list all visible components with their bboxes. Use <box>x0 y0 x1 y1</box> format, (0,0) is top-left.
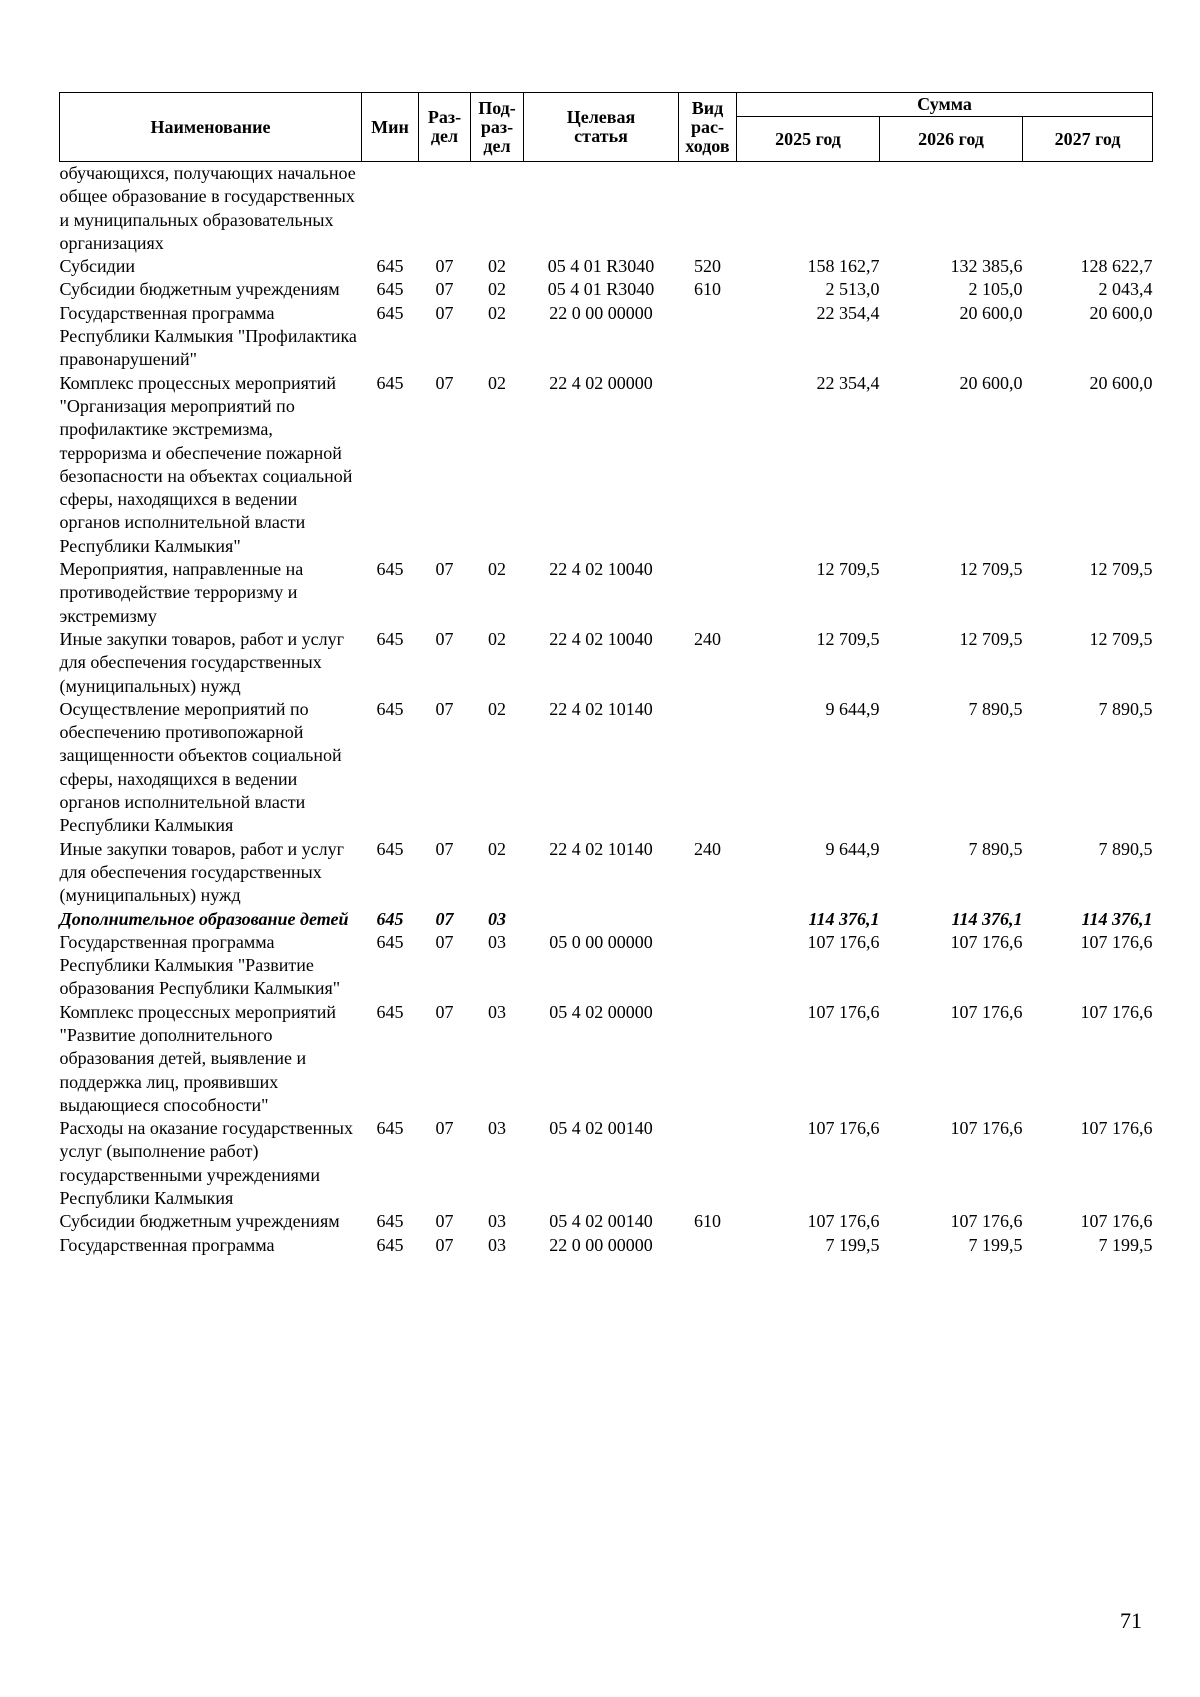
cell-min: 645 <box>376 1001 404 1022</box>
table-row <box>60 908 1153 931</box>
cell-razdel: 07 <box>435 698 454 719</box>
table-row <box>60 558 1153 628</box>
cell-sum-2027: 7 199,5 <box>1098 1234 1153 1255</box>
header-name: Наименование <box>60 93 362 162</box>
cell-sum-2027: 107 176,6 <box>1080 931 1153 952</box>
cell-podrazdel: 02 <box>488 838 506 859</box>
cell-podrazdel: 03 <box>488 908 506 929</box>
cell-sum-2025 <box>737 162 880 256</box>
cell-podrazdel: 02 <box>488 302 506 323</box>
cell-sum-2025: 7 199,5 <box>825 1234 880 1255</box>
cell-celevaya: 05 0 00 00000 <box>549 931 653 952</box>
cell-sum-2027 <box>1023 162 1153 256</box>
header-razdel: Раз- дел <box>419 93 471 162</box>
cell-sum-2026: 114 376,1 <box>951 908 1023 929</box>
cell-sum-2025: 22 354,4 <box>816 372 880 393</box>
cell-vid <box>679 1001 737 1117</box>
header-podrazdel: Под- раз- дел <box>471 93 524 162</box>
cell-sum-2027: 20 600,0 <box>1089 302 1153 323</box>
cell-name: Иные закупки товаров, работ и услуг для обеспечения государственных (муниципальных) нужд <box>59 628 344 696</box>
cell-vid: 610 <box>694 1211 721 1232</box>
cell-sum-2026: 7 890,5 <box>968 838 1023 859</box>
cell-sum-2027: 20 600,0 <box>1089 372 1153 393</box>
header-year-2026: 2026 год <box>880 117 1023 162</box>
cell-celevaya: 05 4 01 R3040 <box>547 256 655 277</box>
cell-name: Комплекс процессных мероприятий "Организация мероприятий по профилактике экстремизма, терроризма и обеспечение пожарной безопасности на объектах социальной сферы, находящихся в ведении органов исполнительной власти Республики Калмыкия" <box>59 372 353 556</box>
table-row <box>60 1210 1153 1233</box>
cell-vid: 610 <box>694 279 721 300</box>
cell-razdel: 07 <box>435 256 454 277</box>
cell-podrazdel <box>471 162 524 256</box>
cell-vid <box>679 698 737 838</box>
cell-sum-2026: 12 709,5 <box>959 628 1023 649</box>
cell-sum-2027: 128 622,7 <box>1080 256 1153 277</box>
cell-celevaya: 05 4 01 R3040 <box>547 279 655 300</box>
cell-sum-2025: 9 644,9 <box>825 838 880 859</box>
cell-sum-2026: 12 709,5 <box>959 559 1023 580</box>
cell-razdel: 07 <box>435 908 454 929</box>
table-row <box>60 838 1153 908</box>
cell-sum-2025: 158 162,7 <box>807 256 880 277</box>
cell-sum-2027: 107 176,6 <box>1080 1118 1153 1139</box>
cell-sum-2026: 7 890,5 <box>968 698 1023 719</box>
cell-sum-2025: 12 709,5 <box>816 628 880 649</box>
cell-vid <box>679 372 737 558</box>
cell-podrazdel: 02 <box>488 279 506 300</box>
cell-vid <box>679 908 737 931</box>
cell-min: 645 <box>376 1234 404 1255</box>
cell-sum-2027: 107 176,6 <box>1080 1211 1153 1232</box>
cell-razdel: 07 <box>435 559 454 580</box>
cell-name: Субсидии бюджетным учреждениям <box>59 279 340 300</box>
cell-sum-2027: 114 376,1 <box>1081 908 1153 929</box>
cell-sum-2027: 107 176,6 <box>1080 1001 1153 1022</box>
table-header <box>60 93 1153 162</box>
cell-podrazdel: 03 <box>488 1234 506 1255</box>
cell-vid <box>679 1117 737 1210</box>
cell-vid <box>679 931 737 1001</box>
cell-podrazdel: 03 <box>488 1211 506 1232</box>
table-row <box>60 302 1153 372</box>
cell-celevaya: 05 4 02 00140 <box>549 1211 653 1232</box>
table-row <box>60 931 1153 1001</box>
cell-sum-2026 <box>880 162 1023 256</box>
cell-podrazdel: 02 <box>488 698 506 719</box>
cell-sum-2025: 2 513,0 <box>825 279 880 300</box>
table-body <box>60 162 1153 1257</box>
header-year-2025: 2025 год <box>737 117 880 162</box>
cell-min: 645 <box>376 372 404 393</box>
cell-celevaya: 22 4 02 10040 <box>549 559 653 580</box>
cell-razdel: 07 <box>435 302 454 323</box>
cell-razdel: 07 <box>435 279 454 300</box>
cell-sum-2025: 107 176,6 <box>807 1211 880 1232</box>
cell-podrazdel: 02 <box>488 628 506 649</box>
cell-name: обучающихся, получающих начальное общее образование в государственных и муниципальных образовательных организациях <box>59 163 356 253</box>
table-row <box>60 278 1153 301</box>
header-summa: Сумма <box>737 93 1153 117</box>
cell-sum-2025: 12 709,5 <box>816 559 880 580</box>
cell-razdel <box>419 162 471 256</box>
cell-sum-2026: 7 199,5 <box>968 1234 1023 1255</box>
cell-celevaya: 22 4 02 00000 <box>549 372 653 393</box>
cell-celevaya: 05 4 02 00000 <box>549 1001 653 1022</box>
cell-min: 645 <box>376 698 404 719</box>
cell-razdel: 07 <box>435 1118 454 1139</box>
cell-razdel: 07 <box>435 1211 454 1232</box>
cell-vid <box>679 1234 737 1257</box>
cell-celevaya: 22 4 02 10140 <box>549 838 653 859</box>
cell-razdel: 07 <box>435 372 454 393</box>
cell-sum-2025: 107 176,6 <box>807 1001 880 1022</box>
cell-podrazdel: 03 <box>488 931 506 952</box>
cell-name: Иные закупки товаров, работ и услуг для обеспечения государственных (муниципальных) нужд <box>59 838 344 906</box>
cell-vid: 240 <box>694 838 721 859</box>
cell-sum-2027: 12 709,5 <box>1089 628 1153 649</box>
cell-razdel: 07 <box>435 931 454 952</box>
cell-sum-2026: 107 176,6 <box>950 1118 1023 1139</box>
table-row <box>60 1001 1153 1117</box>
cell-vid: 520 <box>694 256 721 277</box>
header-celevaya: Целевая статья <box>524 93 679 162</box>
cell-min: 645 <box>376 628 404 649</box>
table-row <box>60 162 1153 256</box>
cell-name: Субсидии бюджетным учреждениям <box>59 1211 340 1232</box>
cell-min: 645 <box>376 559 404 580</box>
header-min: Мин <box>362 93 419 162</box>
cell-sum-2025: 114 376,1 <box>808 908 880 929</box>
cell-sum-2025: 9 644,9 <box>825 698 880 719</box>
cell-min: 645 <box>376 1118 404 1139</box>
cell-sum-2026: 132 385,6 <box>950 256 1023 277</box>
cell-min: 645 <box>376 931 404 952</box>
table-row <box>60 255 1153 278</box>
cell-sum-2026: 2 105,0 <box>968 279 1023 300</box>
table-row <box>60 372 1153 558</box>
cell-sum-2025: 22 354,4 <box>816 302 880 323</box>
cell-podrazdel: 03 <box>488 1118 506 1139</box>
cell-name: Комплекс процессных мероприятий "Развитие дополнительного образования детей, выявление и поддержка лиц, проявивших выдающиеся способности" <box>59 1001 337 1115</box>
cell-min <box>362 162 419 256</box>
cell-sum-2027: 7 890,5 <box>1098 838 1153 859</box>
page-number: 71 <box>1120 1608 1142 1633</box>
budget-table <box>59 92 1153 1257</box>
cell-razdel: 07 <box>435 838 454 859</box>
cell-sum-2026: 107 176,6 <box>950 1211 1023 1232</box>
cell-min: 645 <box>376 908 404 929</box>
table-row <box>60 1234 1153 1257</box>
cell-name: Государственная программа Республики Калмыкия "Развитие образования Республики Калмыкия" <box>59 931 341 999</box>
cell-name: Осуществление мероприятий по обеспечению противопожарной защищенности объектов социальной сферы, находящихся в ведении органов исполнительной власти Республики Калмыкия <box>59 698 342 836</box>
table-row <box>60 698 1153 838</box>
cell-name: Расходы на оказание государственных услуг (выполнение работ) государственными учреждениями Республики Калмыкия <box>59 1118 353 1209</box>
cell-celevaya: 22 4 02 10140 <box>549 698 653 719</box>
cell-min: 645 <box>376 279 404 300</box>
cell-vid <box>679 558 737 628</box>
cell-razdel: 07 <box>435 1001 454 1022</box>
table-row <box>60 628 1153 698</box>
cell-celevaya <box>524 162 679 256</box>
cell-min: 645 <box>376 838 404 859</box>
cell-min: 645 <box>376 1211 404 1232</box>
cell-name: Государственная программа Республики Калмыкия "Профилактика правонарушений" <box>59 302 357 370</box>
cell-celevaya: 05 4 02 00140 <box>549 1118 653 1139</box>
cell-name: Дополнительное образование детей <box>59 908 349 929</box>
cell-name: Субсидии <box>59 256 136 277</box>
cell-podrazdel: 02 <box>488 372 506 393</box>
cell-sum-2027: 12 709,5 <box>1089 559 1153 580</box>
cell-celevaya <box>524 908 679 931</box>
header-year-2027: 2027 год <box>1023 117 1153 162</box>
cell-vid: 240 <box>694 628 721 649</box>
cell-vid <box>679 162 737 256</box>
cell-razdel: 07 <box>435 628 454 649</box>
cell-min: 645 <box>376 302 404 323</box>
cell-sum-2025: 107 176,6 <box>807 931 880 952</box>
cell-sum-2026: 107 176,6 <box>950 931 1023 952</box>
cell-min: 645 <box>376 256 404 277</box>
cell-sum-2025: 107 176,6 <box>807 1118 880 1139</box>
cell-sum-2026: 20 600,0 <box>959 302 1023 323</box>
header-row-top <box>60 93 1153 117</box>
cell-sum-2027: 2 043,4 <box>1098 279 1153 300</box>
cell-razdel: 07 <box>435 1234 454 1255</box>
cell-podrazdel: 02 <box>488 256 506 277</box>
cell-celevaya: 22 0 00 00000 <box>549 302 653 323</box>
cell-vid <box>679 302 737 372</box>
cell-celevaya: 22 4 02 10040 <box>549 628 653 649</box>
header-vid: Вид рас- ходов <box>679 93 737 162</box>
cell-sum-2026: 107 176,6 <box>950 1001 1023 1022</box>
cell-name: Мероприятия, направленные на противодействие терроризму и экстремизму <box>59 559 304 626</box>
table-row <box>60 1117 1153 1210</box>
cell-name: Государственная программа <box>59 1234 275 1255</box>
cell-podrazdel: 02 <box>488 559 506 580</box>
cell-celevaya: 22 0 00 00000 <box>549 1234 653 1255</box>
cell-sum-2027: 7 890,5 <box>1098 698 1153 719</box>
cell-podrazdel: 03 <box>488 1001 506 1022</box>
cell-sum-2026: 20 600,0 <box>959 372 1023 393</box>
